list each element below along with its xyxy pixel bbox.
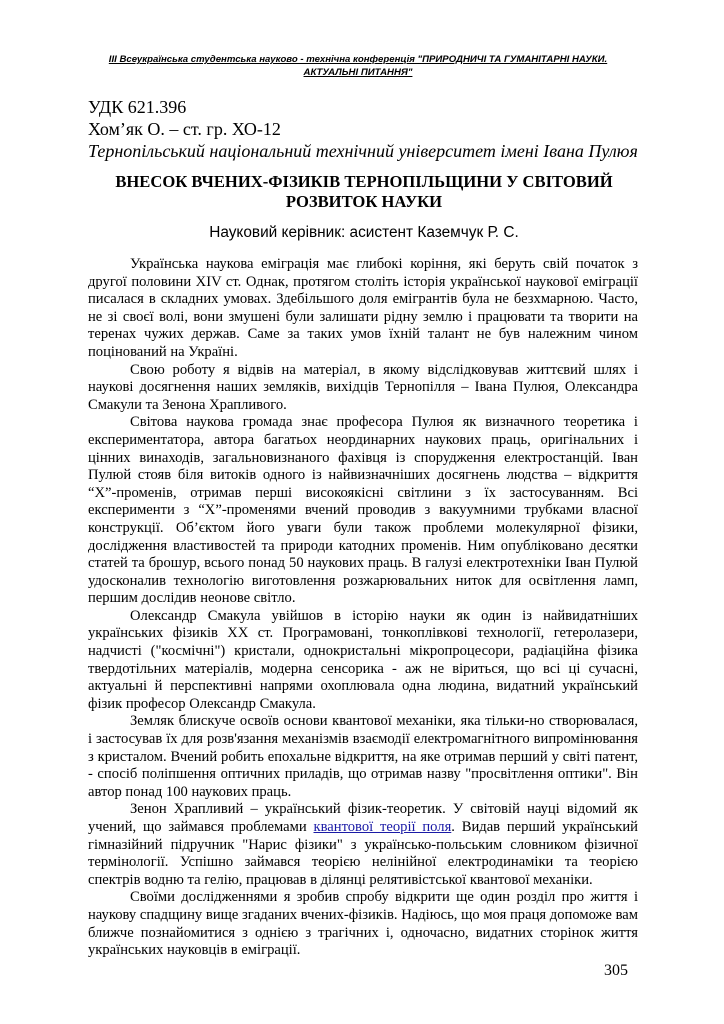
author-line: Хом’як О. – ст. гр. ХО-12 — [88, 119, 281, 139]
paragraph-3: Світова наукова громада знає професора Пулюя як визначного теоретика і експериментатора, автора багатьох неординарних наукових праць, оригінальних і цінних винаходів, загальновизнаного фахівця із спорудження електростанцій. Іван Пулюй стояв біля витоків одного із найвизначніших досягнень людства – відкриття “X”-променів, отримав перші високоякісні світлини з їх застосуванням. Всі експерименти з “X”-променями вчений проводив з вакуумними трубками власної конструкції. Об’єктом його уваги були також проблеми молекулярної фізики, дослідження властивостей та природи катодних променів. Ним опубліковано десятки статей та брошур, всього понад 50 наукових праць. В галузі електротехніки Іван Пулюй удосконалив технологію виготовлення розжарювальних ниток для освітлення ламп, першим дослідив неонове світло. — [88, 414, 638, 607]
conference-header — [88, 53, 628, 79]
page-number: 305 — [604, 962, 628, 979]
conference-header-line-2: АКТУАЛЬНІ ПИТАННЯ" — [303, 67, 413, 78]
affiliation: Тернопільський національний технічний університет імені Івана Пулюя — [88, 141, 638, 161]
paragraph-2: Свою роботу я відвів на матеріал, в якому відслідковував життєвий шлях і наукові досягнення наших земляків, вихідців Тернопілля – Івана Пулюя, Олександра Смакули та Зенона Храпливого. — [88, 361, 638, 413]
paragraph-6-text-end: . Видав перший український гімназійний підручник "Нарис фізики" з українсько-польським словником фізичної термінології. Успішно займався теорією нелінійної електродинаміки та теорією спектрів водню та гелію, працював в ділянці релятивістської квантової механіки. — [88, 819, 638, 888]
article-body — [88, 256, 638, 960]
article-meta — [88, 96, 648, 162]
supervisor-line: Науковий керівник: асистент Каземчук Р. С. — [209, 224, 519, 241]
udk-code: УДК 621.396 — [88, 97, 187, 117]
paragraph-7: Своїми дослідженнями я зробив спробу відкрити ще один розділ про життя і наукову спадщину вище згаданих вчених-фізиків. Надіюсь, що моя праця допоможе вам ближче познайомитися з однією з трагічних і, одночасно, видатних сторінок життя українських науковців в еміграції. — [88, 889, 638, 959]
conference-header-line-1: III Всеукраїнська студентська науково - технічна конференція "ПРИРОДНИЧІ ТА ГУМАНІТАРНІ НАУКИ. — [108, 54, 608, 65]
paragraph-6-text-start: Зенон Храпливий – український фізик-теоретик. У світовій науці відомий як учений, що займався проблемами — [88, 801, 638, 835]
paragraph-6 — [88, 801, 638, 889]
quantum-field-theory-link[interactable]: квантової теорії поля — [313, 819, 452, 835]
article-title-line-2: РОЗВИТОК НАУКИ — [285, 192, 443, 211]
paragraph-4: Олександр Смакула увійшов в історію науки як один із найвидатніших українських фізиків XX ст. Програмовані, тонкоплівкові технології, гетеролазери, надчисті ("космічні") кристали, однокристальні мікропроцесори, радіаційна фізика твердотільних матеріалів, модерна сенсорика - аж не віриться, що всі ці сучасні, актуальні й перспективні напрями охоплювала одна людина, видатний український фізик професор Олександр Смакула. — [88, 607, 638, 712]
paragraph-5: Земляк блискуче освоїв основи квантової механіки, яка тільки-но створювалася, і застосував їх для розв'язання механізмів взаємодії електромагнітного випромінювання з кристалом. Вчений робить епохальне відкриття, на яке отримав перший у світі патент, - спосіб поліпшення оптичних приладів, що отримав назву "просвітлення оптики". Він автор понад 100 наукових праць. — [88, 713, 638, 800]
paragraph-1: Українська наукова еміграція має глибокі коріння, які беруть свій початок з другої половини XIV ст. Однак, протягом століть історія української наукової еміграції писалася в складних умовах. Здебільшого доля емігрантів була не безхмарною. Часто, не зі своєї волі, вони змушені були залишати рідну землю і працювати та творити на теренах чужих держав. Саме за таких умов їхній талант не був належним чином поцінований на Україні. — [88, 256, 638, 360]
article-title-line-1: ВНЕСОК ВЧЕНИХ-ФІЗИКІВ ТЕРНОПІЛЬЩИНИ У СВІТОВИЙ — [115, 172, 613, 191]
article-title — [88, 172, 640, 212]
